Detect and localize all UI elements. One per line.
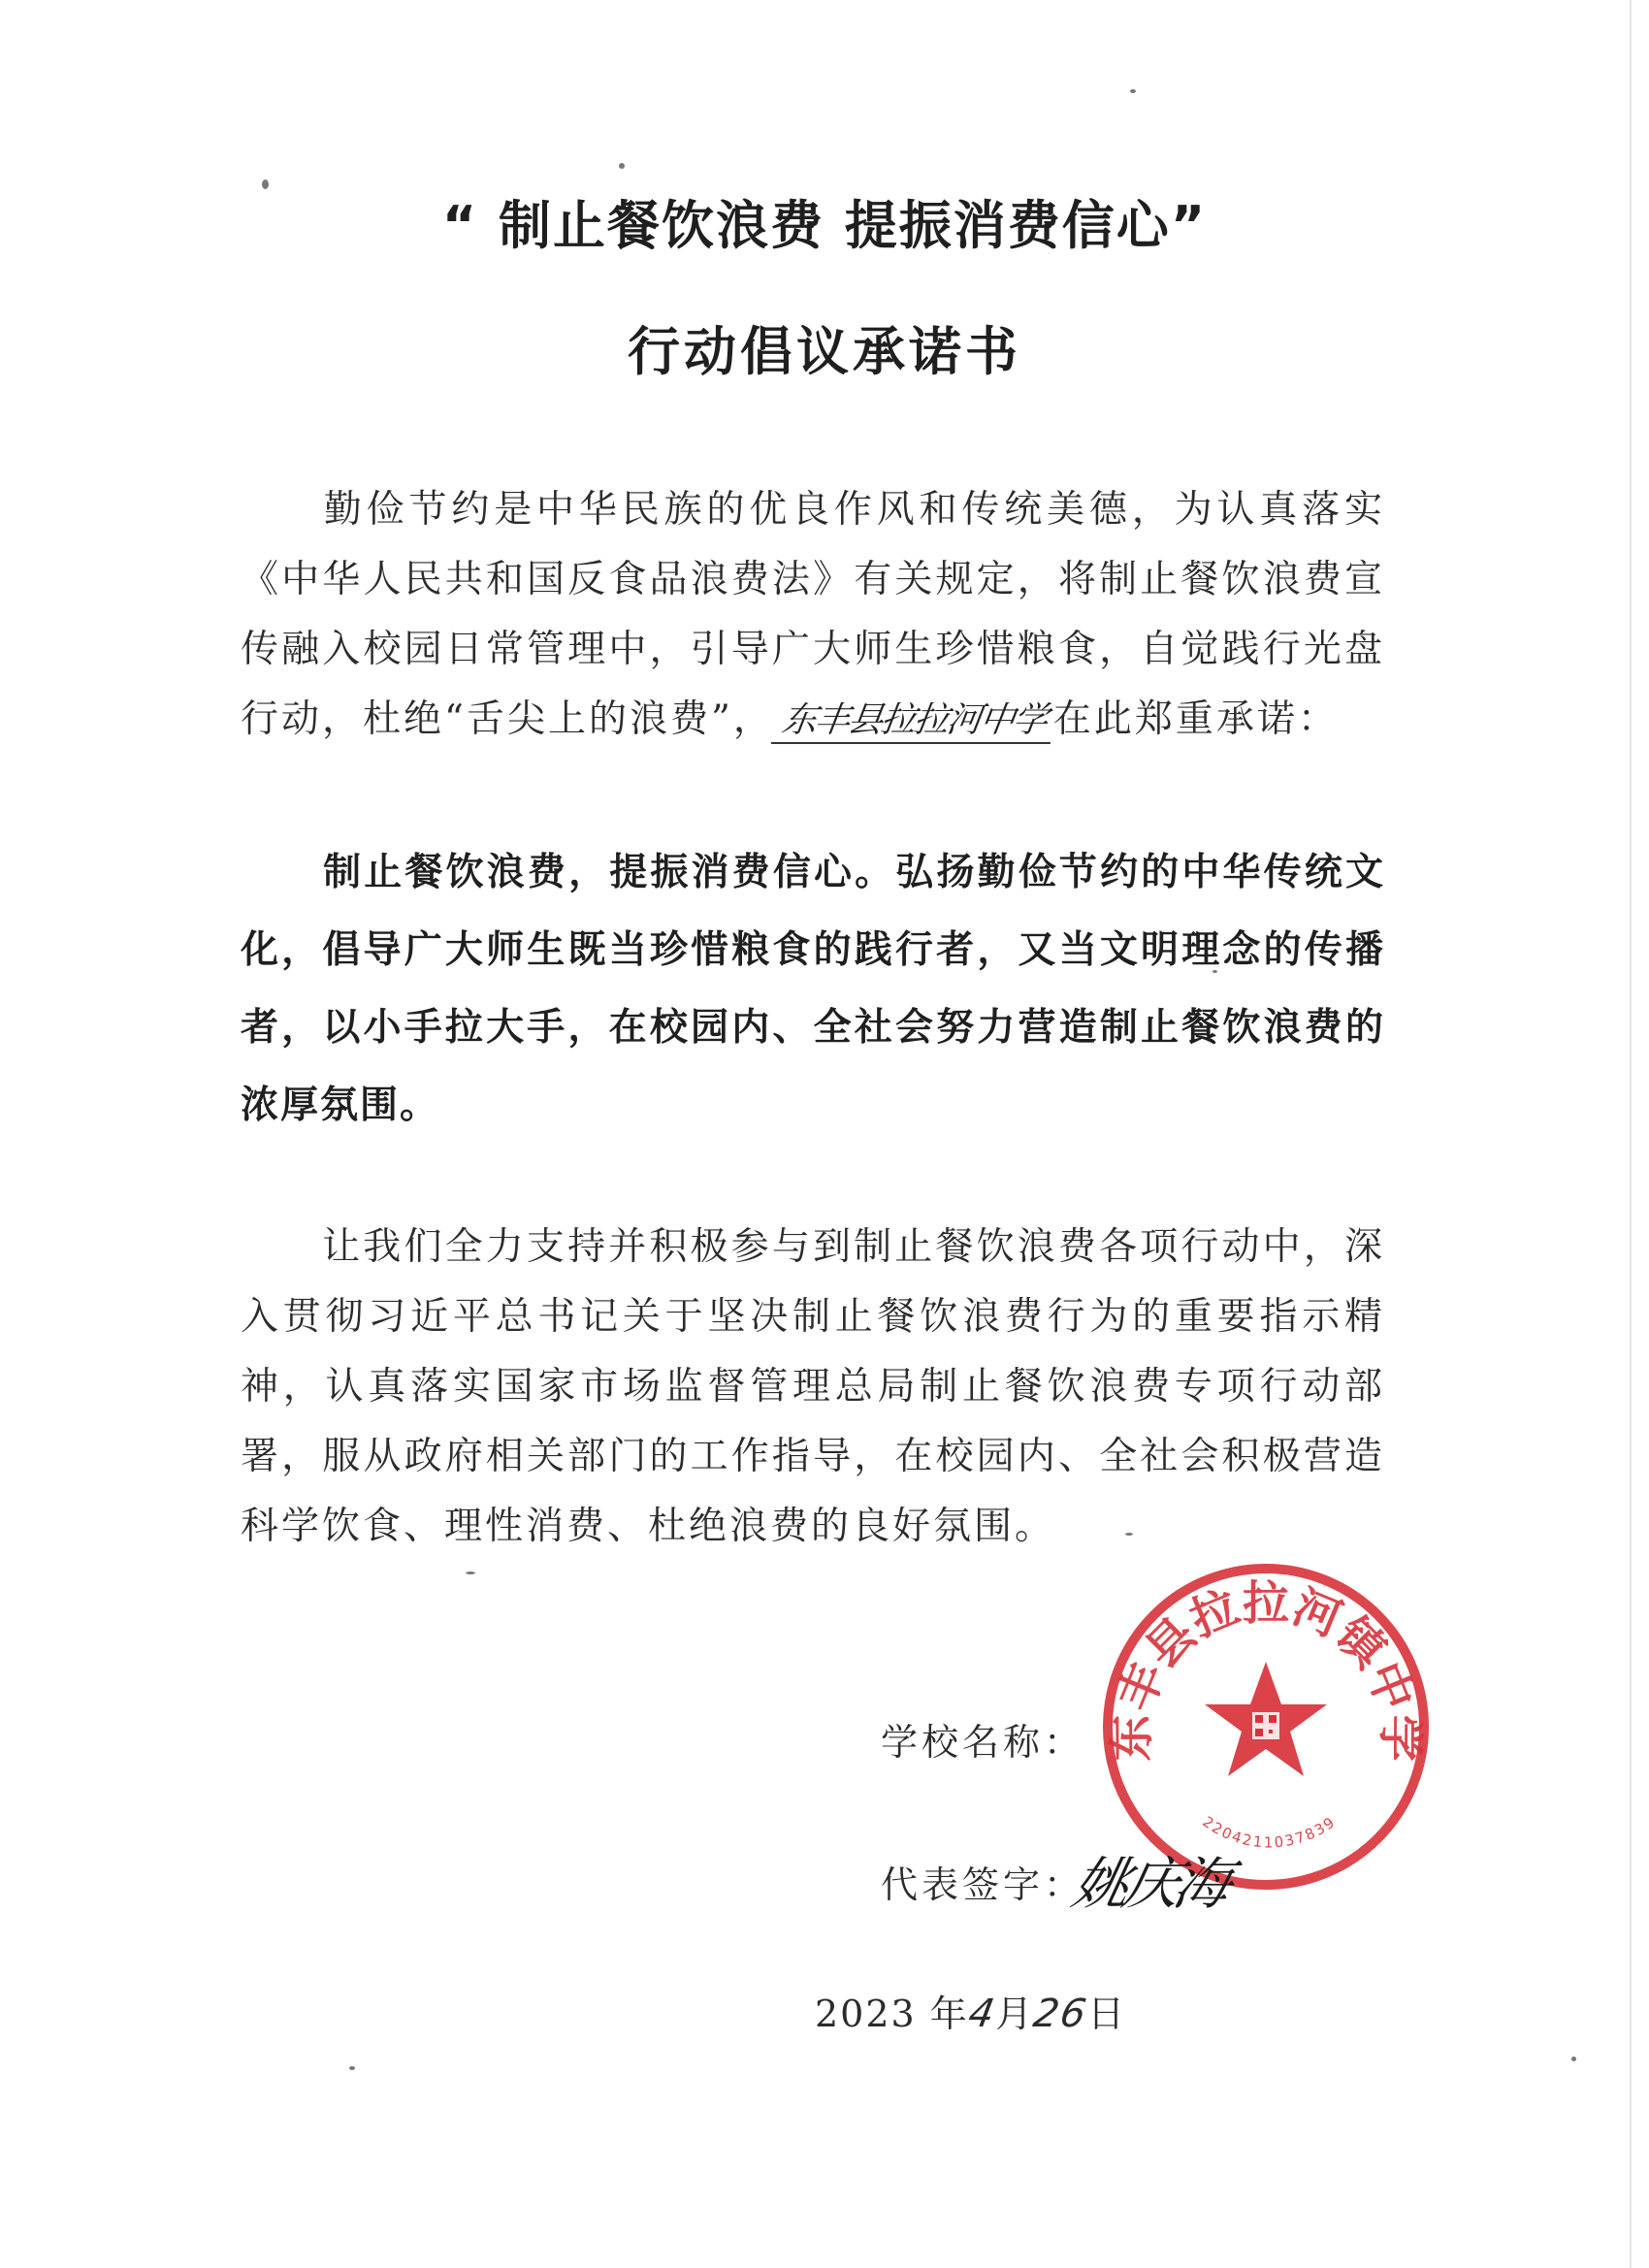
paragraph-commitment-text: 制止餐饮浪费，提振消费信心。弘扬勤俭节约的中华传统文化，倡导广大师生既当珍惜粮食的践行者，又当文明理念的传播者，以小手拉大手，在校园内、全社会努力营造制止餐饮浪费的浓厚氛围。 (241, 851, 1385, 1127)
seal-qr-block (1269, 1715, 1277, 1723)
seal-qr-block (1255, 1715, 1263, 1723)
paragraph-intro (241, 475, 1385, 755)
handwritten-school-name: 东丰县拉拉河中学 (771, 699, 1056, 744)
paragraph-call-to-action (241, 1213, 1385, 1562)
representative-signature: 姚庆海 (1066, 1851, 1233, 1917)
document-date (815, 1984, 1126, 2037)
date-month-handwritten: 4 (964, 1992, 1000, 2036)
scan-speck (349, 2066, 355, 2070)
scan-speck (1130, 89, 1136, 93)
paragraph-call-to-action-text: 让我们全力支持并积极参与到制止餐饮浪费各项行动中，深入贯彻习近平总书记关于坚决制止餐饮浪费行为的重要指示精神，认真落实国家市场监督管理总局制止餐饮浪费专项行动部署，服从政府相关部门的工作指导，在校园内、全社会积极营造科学饮食、理性消费、杜绝浪费的良好氛围。 (241, 1225, 1385, 1548)
seal-text-arc: 东丰县拉拉河镇中学 (1104, 1576, 1428, 1762)
date-day-unit: 日 (1087, 1993, 1127, 2035)
seal-qr-block (1269, 1730, 1273, 1733)
scan-speck (619, 163, 625, 169)
paragraph-intro-text-end: 在此郑重承诺： (1052, 697, 1339, 741)
date-month-unit: 月 (995, 1993, 1035, 2035)
seal-number-arc: 2204211037839 (1199, 1812, 1340, 1852)
date-year: 2023 年 (815, 1993, 969, 2035)
seal-qr-block (1255, 1729, 1263, 1736)
school-name-label: 学校名称： (881, 1721, 1085, 1764)
date-day-handwritten: 26 (1030, 1992, 1092, 2036)
paragraph-commitment (241, 834, 1385, 1145)
document-title-line1: “ 制止餐饮浪费 提振消费信心” (441, 195, 1208, 256)
document-title-line2: 行动倡议承诺书 (628, 321, 1021, 382)
scan-speck (466, 1571, 475, 1574)
representative-signature-label: 代表签字： (881, 1863, 1085, 1906)
paragraph-intro-text: 勤俭节约是中华民族的优良作风和传统美德，为认真落实《中华人民共和国反食品浪费法》有关规定，将制止餐饮浪费宣传融入校园日常管理中，引导广大师生珍惜粮食，自觉践行光盘行动，杜绝“舌尖上的浪费”， (241, 488, 1385, 741)
scan-speck (1571, 2057, 1576, 2061)
